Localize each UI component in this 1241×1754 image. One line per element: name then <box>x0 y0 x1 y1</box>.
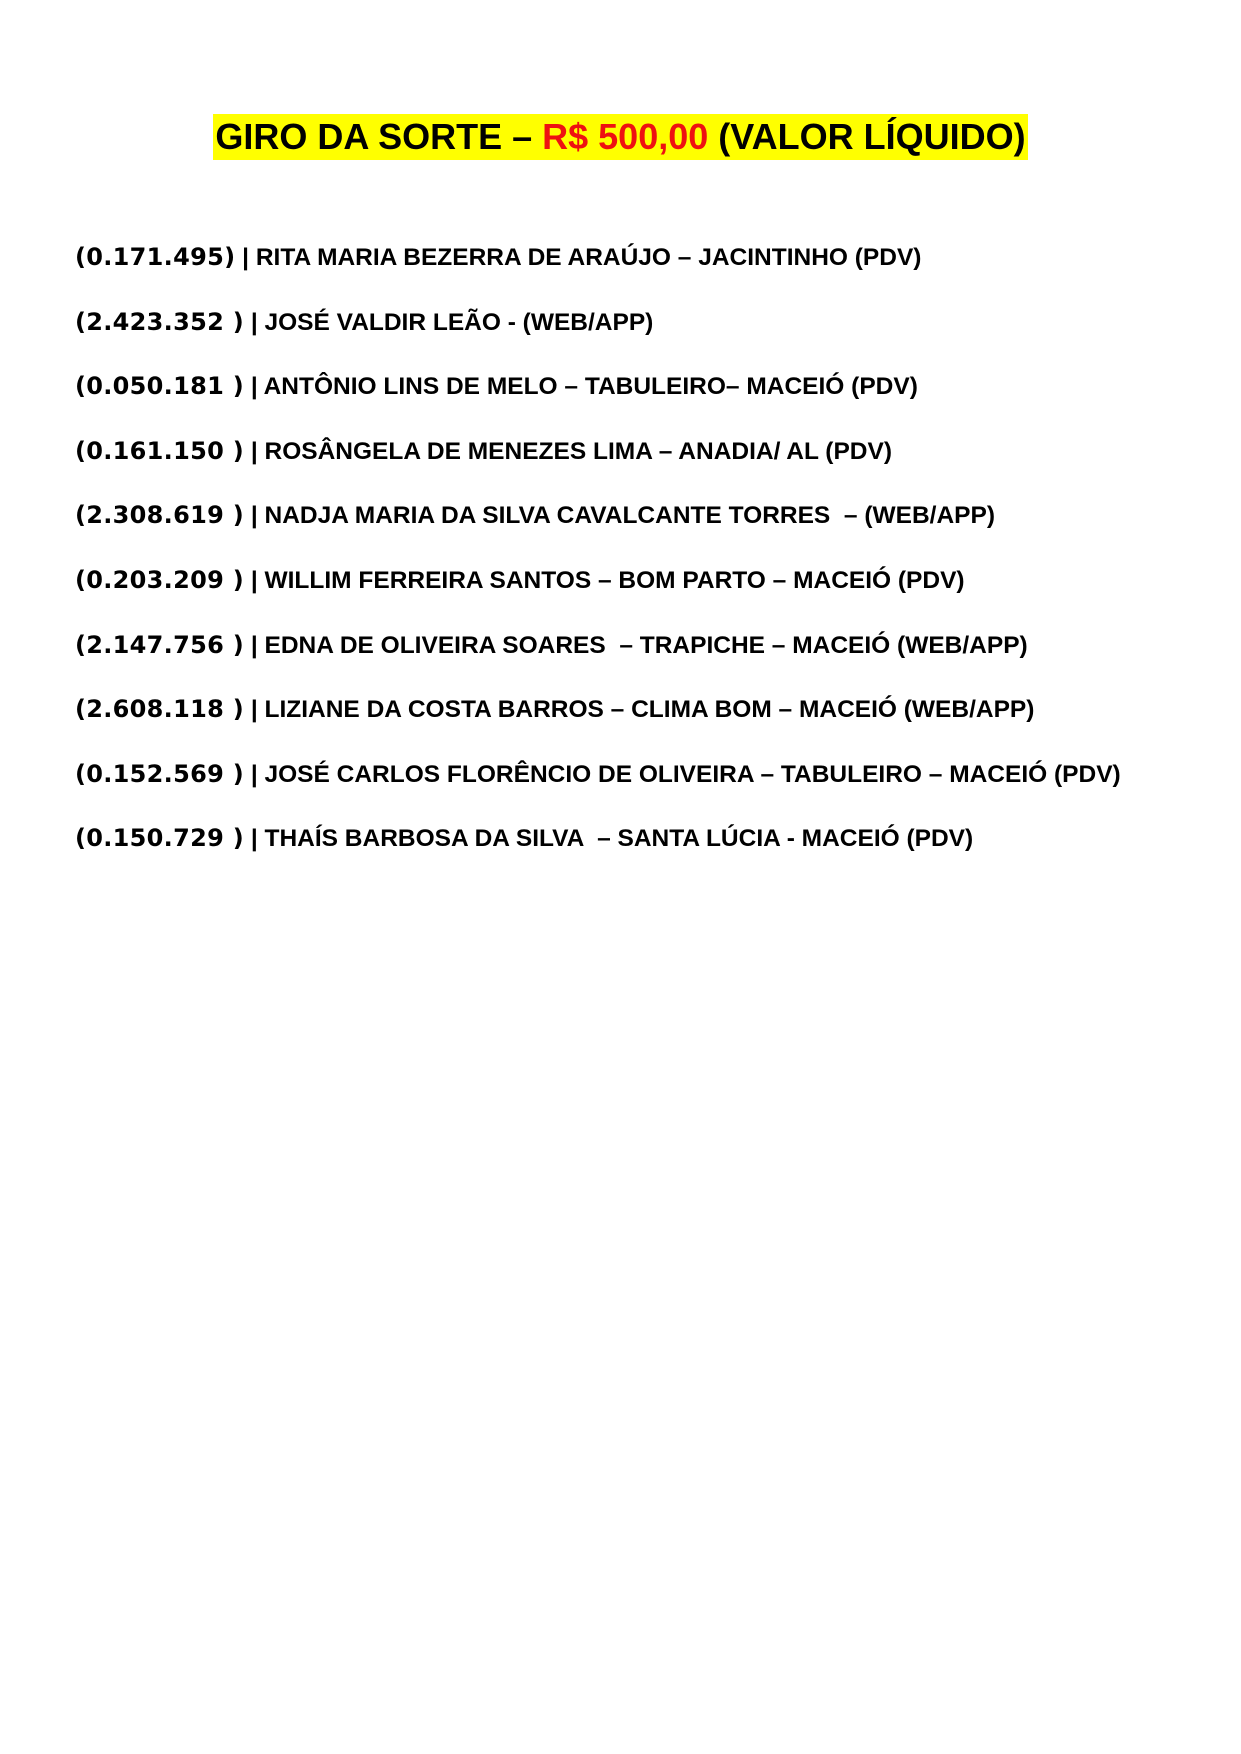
prize-amount: R$ 500,00 <box>542 116 709 157</box>
winner-details: | WILLIM FERREIRA SANTOS – BOM PARTO – MACEIÓ (PDV) <box>244 566 965 594</box>
winner-details: | NADJA MARIA DA SILVA CAVALCANTE TORRES – (WEB/APP) <box>244 502 995 530</box>
list-item <box>75 821 1195 886</box>
winner-details: | EDNA DE OLIVEIRA SOARES – TRAPICHE – MACEIÓ (WEB/APP) <box>244 631 1028 659</box>
ticket-code: (2.147.756 ) <box>75 630 245 659</box>
ticket-code: (2.308.619 ) <box>75 501 245 530</box>
ticket-code: (2.608.118 ) <box>75 695 245 724</box>
winner-details: | ANTÔNIO LINS DE MELO – TABULEIRO– MACEIÓ (PDV) <box>244 373 918 401</box>
ticket-code: (0.171.495) <box>75 243 236 271</box>
winner-details: | ROSÂNGELA DE MENEZES LIMA – ANADIA/ AL (PDV) <box>244 437 893 465</box>
winner-details: | RITA MARIA BEZERRA DE ARAÚJO – JACINTINHO (PDV) <box>235 244 922 271</box>
winner-details: | JOSÉ VALDIR LEÃO - (WEB/APP) <box>244 308 654 336</box>
ticket-code: (0.161.150 ) <box>75 436 245 465</box>
winner-details: | THAÍS BARBOSA DA SILVA – SANTA LÚCIA - MACEIÓ (PDV) <box>244 825 974 853</box>
page-title <box>213 114 1027 160</box>
winners-list <box>75 240 1195 886</box>
list-item <box>75 563 1195 628</box>
title-container <box>0 114 1241 160</box>
ticket-code: (0.152.569 ) <box>75 759 245 788</box>
ticket-code: (0.050.181 ) <box>75 372 245 401</box>
ticket-code: (0.203.209 ) <box>75 565 245 594</box>
list-item <box>75 498 1195 563</box>
winner-details: | JOSÉ CARLOS FLORÊNCIO DE OLIVEIRA – TABULEIRO – MACEIÓ (PDV) <box>244 760 1121 788</box>
title-suffix: (VALOR LÍQUIDO) <box>708 116 1026 157</box>
list-item <box>75 692 1195 757</box>
list-item <box>75 628 1195 693</box>
ticket-code: (2.423.352 ) <box>75 307 245 336</box>
list-item <box>75 240 1195 305</box>
list-item <box>75 305 1195 370</box>
list-item <box>75 434 1195 499</box>
ticket-code: (0.150.729 ) <box>75 824 245 853</box>
winner-details: | LIZIANE DA COSTA BARROS – CLIMA BOM – MACEIÓ (WEB/APP) <box>244 696 1035 724</box>
list-item <box>75 369 1195 434</box>
title-prefix: GIRO DA SORTE – <box>215 116 543 157</box>
list-item <box>75 757 1195 822</box>
